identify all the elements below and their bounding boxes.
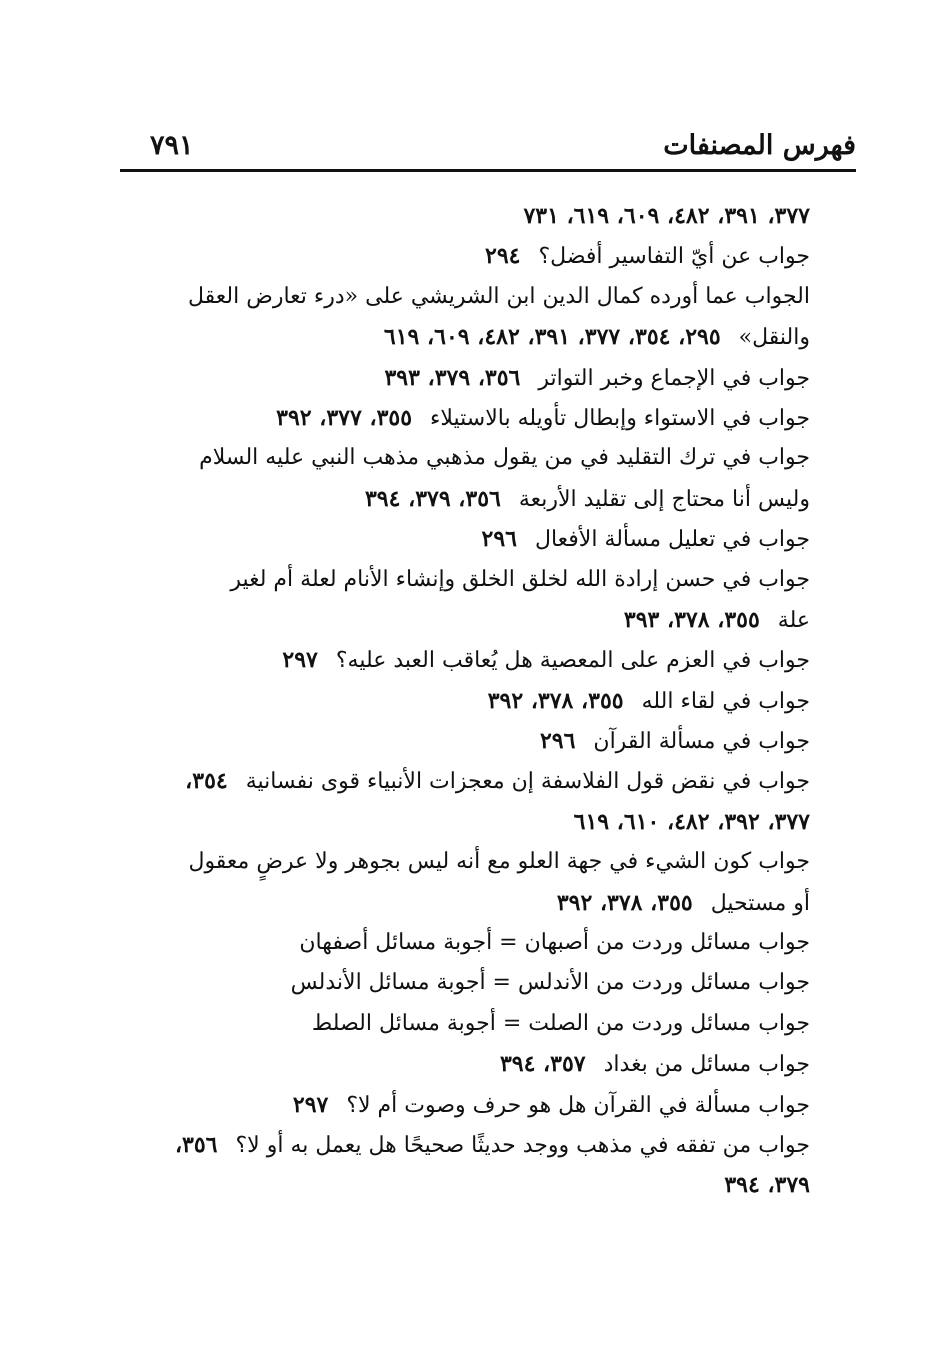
entry-refs: ٢٩٤ — [485, 243, 521, 270]
entry-refs: ٢٩٦ — [481, 526, 517, 553]
index-entry — [120, 721, 810, 761]
index-entry — [120, 236, 810, 276]
entry-refs: ٣٥٥، ٣٧٨، ٣٩٢ — [556, 889, 693, 916]
entry-line — [120, 438, 810, 478]
entry-text: جواب في تعليل مسألة الأفعال — [534, 527, 810, 553]
entry-text: جواب في ترك التقليد في من يقول مذهبي مذهب النبي عليه السلام — [199, 445, 810, 471]
index-entry — [120, 1085, 810, 1125]
index-entry — [120, 1125, 810, 1206]
entry-refs: ٢٩٦ — [539, 728, 576, 755]
entry-refs: ٣٥٦، ٣٧٩، ٣٩٣ — [384, 364, 521, 391]
entry-refs: ٢٩٥، ٣٥٤، ٣٧٧، ٣٩١، ٤٨٢، ٦٠٩، ٦١٩ — [383, 324, 721, 351]
entry-text: جواب في الإجماع وخبر التواتر — [538, 365, 810, 391]
entry-refs: ٣٥٥، ٣٧٨، ٣٩٣ — [623, 606, 760, 633]
index-entry — [120, 640, 810, 680]
index-entry — [120, 963, 810, 1003]
page-number: ٧٩١ — [150, 130, 194, 161]
entry-text: جواب في مسألة القرآن — [593, 729, 810, 755]
index-entry — [120, 761, 810, 842]
entry-text: جواب كون الشيء في جهة العلو مع أنه ليس بجوهر ولا عرضٍ معقول — [188, 849, 810, 875]
entry-line — [120, 923, 810, 963]
index-entry — [120, 398, 810, 438]
index-entry — [120, 1004, 810, 1044]
header-rule — [120, 169, 856, 172]
entry-text: جواب في لقاء الله — [641, 688, 810, 714]
index-entry — [120, 438, 810, 519]
entry-line — [120, 963, 810, 1003]
running-header — [120, 126, 856, 170]
entry-text: جواب مسائل وردت من الأندلس = أجوبة مسائل الأندلس — [290, 970, 810, 996]
index-entry — [120, 923, 810, 963]
entry-refs: ٢٩٧ — [282, 647, 318, 674]
entry-line — [120, 761, 810, 801]
entry-line — [120, 721, 810, 761]
entry-refs: ٢٩٧ — [292, 1091, 329, 1118]
entry-refs: ٣٥٥، ٣٧٧، ٣٩٢ — [276, 404, 413, 431]
index-entry — [120, 1044, 810, 1084]
index-entry — [120, 358, 810, 398]
entry-line — [120, 640, 810, 680]
entry-refs: ٣٧٩، ٣٩٤ — [724, 1172, 810, 1199]
entry-line — [120, 1085, 810, 1125]
index-entry — [120, 519, 810, 559]
entry-text: الجواب عما أورده كمال الدين ابن الشريشي على «درء تعارض العقل — [188, 283, 810, 309]
entry-line — [120, 1004, 810, 1044]
entry-line — [120, 196, 810, 236]
entry-text: جواب مسألة في القرآن هل هو حرف وصوت أم لا؟ — [346, 1092, 810, 1118]
entry-line — [120, 883, 810, 923]
entry-refs: ٣٥٧، ٣٩٤ — [499, 1051, 586, 1078]
entry-text: جواب في حسن إرادة الله لخلق الخلق وإنشاء الأنام لعلة أم لغير — [230, 566, 810, 592]
entry-line — [120, 802, 810, 842]
index-entries — [120, 196, 810, 1206]
index-entry — [120, 681, 810, 721]
entry-refs: ٣٥٤، — [185, 768, 228, 795]
entry-refs: ٣٥٥، ٣٧٨، ٣٩٢ — [487, 687, 624, 714]
entry-line — [120, 519, 810, 559]
index-entry — [120, 560, 810, 641]
index-entry — [120, 277, 810, 358]
entry-refs: ٣٧٧، ٣٩٢، ٤٨٢، ٦١٠، ٦١٩ — [573, 808, 810, 835]
entry-text: جواب مسائل وردت من الصلت = أجوبة مسائل الصلط — [311, 1010, 810, 1036]
entry-text: وليس أنا محتاج إلى تقليد الأربعة — [518, 486, 810, 512]
entry-line — [120, 600, 810, 640]
entry-text: جواب في العزم على المعصية هل يُعاقب العبد عليه؟ — [335, 648, 810, 674]
entry-text: جواب من تفقه في مذهب ووجد حديثًا صحيحًا هل يعمل به أو لا؟ — [235, 1132, 810, 1158]
entry-line — [120, 317, 810, 357]
entry-line — [120, 1165, 810, 1205]
entry-line — [120, 479, 810, 519]
entry-line — [120, 277, 810, 317]
entry-refs: ٣٥٦، ٣٧٩، ٣٩٤ — [364, 485, 501, 512]
entry-line — [120, 842, 810, 882]
index-entry — [120, 196, 810, 236]
entry-refs: ٣٧٧، ٣٩١، ٤٨٢، ٦٠٩، ٦١٩، ٧٣١ — [523, 203, 810, 229]
entry-line — [120, 681, 810, 721]
index-entry — [120, 842, 810, 923]
entry-line — [120, 236, 810, 276]
entry-text: جواب مسائل وردت من أصبهان = أجوبة مسائل أصفهان — [299, 930, 810, 956]
entry-line — [120, 358, 810, 398]
entry-text: والنقل» — [738, 325, 810, 351]
entry-line — [120, 1044, 810, 1084]
entry-refs: ٣٥٦، — [174, 1131, 218, 1158]
entry-text: جواب في نقض قول الفلاسفة إن معجزات الأنبياء قوى نفسانية — [245, 769, 810, 795]
entry-line — [120, 560, 810, 600]
entry-text: جواب في الاستواء وإبطال تأويله بالاستيلاء — [430, 405, 810, 431]
entry-text: علة — [777, 607, 810, 633]
entry-line — [120, 1125, 810, 1165]
header-title: فهرس المصنفات — [663, 130, 856, 161]
entry-text: جواب مسائل من بغداد — [603, 1052, 810, 1078]
entry-text: جواب عن أيّ التفاسير أفضل؟ — [538, 244, 810, 270]
entry-line — [120, 398, 810, 438]
entry-text: أو مستحيل — [710, 890, 810, 916]
